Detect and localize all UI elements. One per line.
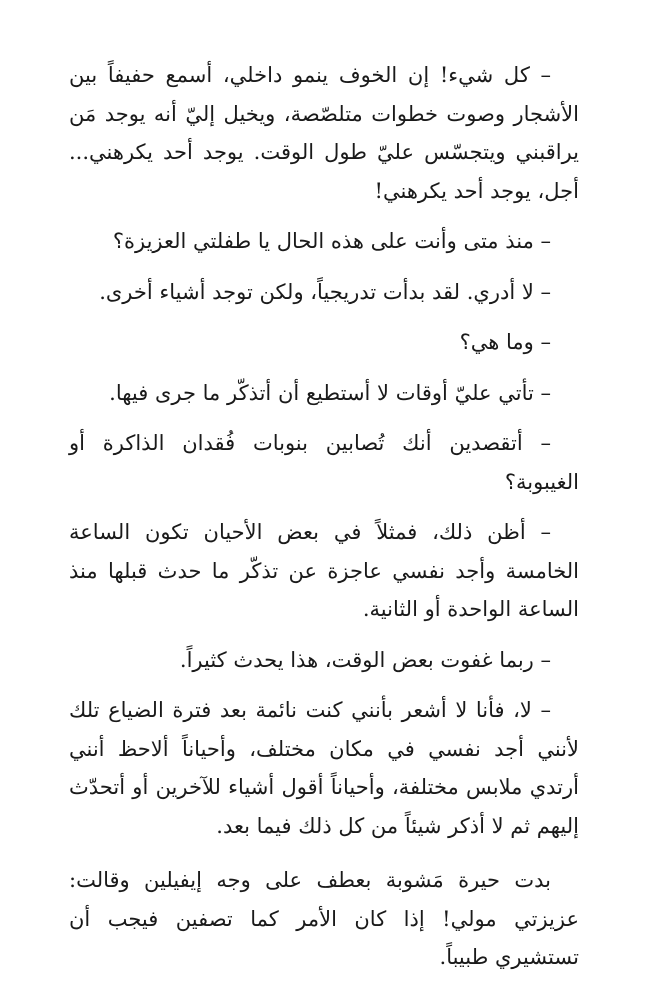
dialogue-paragraph: – ربما غفوت بعض الوقت، هذا يحدث كثيراً.: [179, 647, 551, 672]
dialogue-paragraph: – كل شيء! إن الخوف ينمو داخلي، أسمع حفيفاً بين الأشجار وصوت خطوات متلصّصة، ويخيل إليّ أنه يوجد مَن يراقبني ويتجسّس عليّ طول الوقت. يوجد أحد يكرهني... أجل، يوجد أحد يكرهني!: [69, 63, 579, 203]
narration-paragraph: بدت حيرة مَشوبة بعطف على وجه إيفيلين وقالت: عزيزتي مولي! إذا كان الأمر كما تصفين فيجب أن تستشيري طبيباً.: [69, 868, 579, 969]
dialogue-paragraph: – أتقصدين أنك تُصابين بنوبات فُقدان الذاكرة أو الغيبوبة؟: [69, 431, 579, 494]
dialogue-paragraph: – وما هي؟: [459, 330, 551, 354]
dialogue-paragraph: – لا أدري. لقد بدأت تدريجياً، ولكن توجد أشياء أخرى.: [99, 279, 551, 304]
dialogue-paragraph: – أظن ذلك، فمثلاً في بعض الأحيان تكون الساعة الخامسة وأجد نفسي عاجزة عن تذكّر ما حدث قبلها منذ الساعة الواحدة أو الثانية.: [69, 520, 579, 621]
dialogue-paragraph: – لا، فأنا لا أشعر بأنني كنت نائمة بعد فترة الضياع تلك لأنني أجد نفسي في مكان مختلف، وأحياناً ألاحظ أنني أرتدي ملابس مختلفة، وأحياناً أقول أشياء للآخرين أو أتحدّث إليهم ثم لا أذكر شيئاً من كل ذلك فيما بعد.: [69, 698, 579, 838]
book-page-text: [69, 56, 579, 989]
dialogue-paragraph: – منذ متى وأنت على هذه الحال يا طفلتي العزيزة؟: [112, 229, 551, 253]
dialogue-paragraph: – تأتي عليّ أوقات لا أستطيع أن أتذكّر ما جرى فيها.: [109, 380, 551, 405]
